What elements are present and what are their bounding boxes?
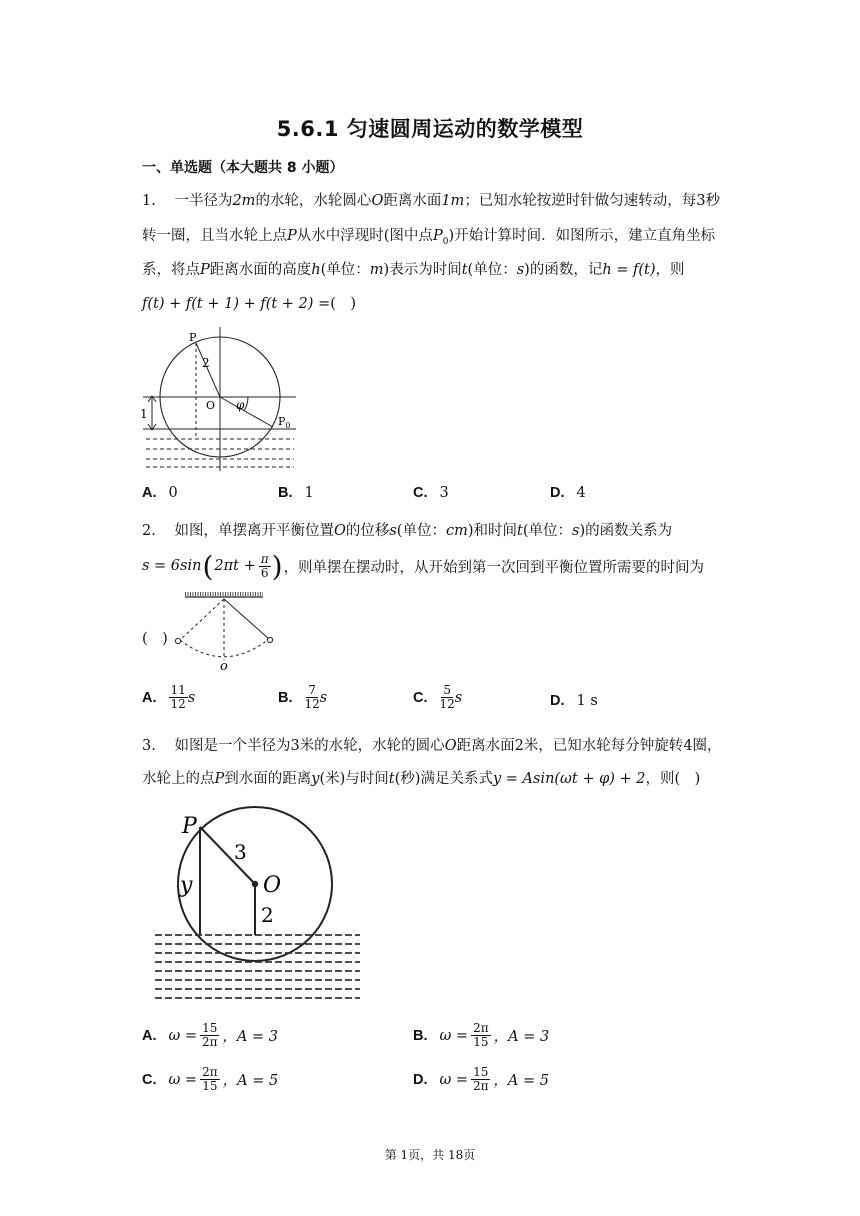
q1-option-c[interactable]: C. 3 [413, 485, 449, 501]
q1-fig-P: P [189, 331, 197, 344]
q2-fig-o: o [220, 659, 228, 674]
q1-line4: f(t) + f(t + 1) + f(t + 2) =( ) [142, 296, 357, 312]
q1-line2: 转一圈，且当水轮上点P从水中浮现时(图中点$P_0$)开始计算时间．如图所示，建立直角坐标 [142, 228, 716, 247]
q3-fig-P: P [182, 814, 197, 839]
q1-number: 1. [142, 193, 156, 209]
q3-option-d[interactable]: D. ω = $\frac{15}{2\pi}$ ，A = 5 [413, 1065, 549, 1093]
q3-option-b[interactable]: B. ω = $\frac{2\pi}{15}$ ，A = 3 [413, 1021, 550, 1049]
q1-option-d[interactable]: D. 4 [550, 485, 586, 501]
q1-option-a[interactable]: A. 0 [142, 485, 178, 501]
q1-fig-1: 1 [140, 407, 148, 421]
page-footer: 第 1页，共 18页 [384, 1148, 476, 1162]
q3-number: 3. [142, 738, 156, 754]
q3-fig-y: y [180, 873, 193, 898]
q3-line2: 水轮上的点P到水面的距离y(米)与时间t(秒)满足关系式y = Asin(ωt + φ) + 2，则( ) [142, 771, 701, 787]
section-heading: 一、单选题（本大题共 8 小题） [142, 160, 344, 176]
q2-option-c[interactable]: C. $\frac{5}{12}$ s [413, 683, 463, 711]
q1-fig-phi: φ [236, 398, 245, 412]
q3-waterwheel-figure [150, 808, 370, 1008]
q3-option-c[interactable]: C. ω = $\frac{2\pi}{15}$ ，A = 5 [142, 1065, 279, 1093]
q1-fig-2: 2 [202, 356, 210, 370]
q2-paren: ( ) [142, 631, 168, 647]
q3-fig-3: 3 [234, 840, 247, 864]
q3-line1: 3. 如图是一个半径为3米的水轮，水轮的圆心O距离水面2米，已知水轮每分钟旋转4圈， [142, 738, 722, 754]
q1-fig-O: O [206, 399, 216, 412]
q2-option-a[interactable]: A. $\frac{11}{12}$ s [142, 683, 196, 711]
q1-line3: 系，将点P距离水面的高度h(单位：m)表示为时间t(单位：s)的函数，记h = f(t)，则 [142, 262, 685, 278]
q3-option-a[interactable]: A. ω = $\frac{15}{2\pi}$ ，A = 3 [142, 1021, 278, 1049]
q3-fig-2: 2 [261, 903, 274, 927]
q1-line1: 1. 一半径为2m的水轮，水轮圆心O距离水面1m；已知水轮按逆时针做匀速转动，每3秒 [142, 193, 721, 209]
q1-waterwheel-figure [138, 325, 298, 475]
q1-fig-P0: $P_0$ [278, 415, 291, 430]
q2-option-b[interactable]: B. $\frac{7}{12}$ s [278, 683, 328, 711]
q2-pendulum-figure [170, 592, 280, 672]
q3-fig-O: O [263, 873, 282, 898]
q2-line2: s = 6sin ( 2πt + $\frac{\pi}{6}$ ) ，则单摆在摆动时，从开始到第一次回到平衡位置所需要的时间为 [142, 549, 705, 583]
q2-number: 2. [142, 523, 156, 539]
q2-line1: 2. 如图，单摆离开平衡位置O的位移s(单位：cm)和时间t(单位：s)的函数关系为 [142, 523, 673, 539]
q2-option-d[interactable]: D. 1 s [550, 693, 598, 709]
q1-option-b[interactable]: B. 1 [278, 485, 314, 501]
page-title: 5.6.1 匀速圆周运动的数学模型 [276, 117, 584, 141]
